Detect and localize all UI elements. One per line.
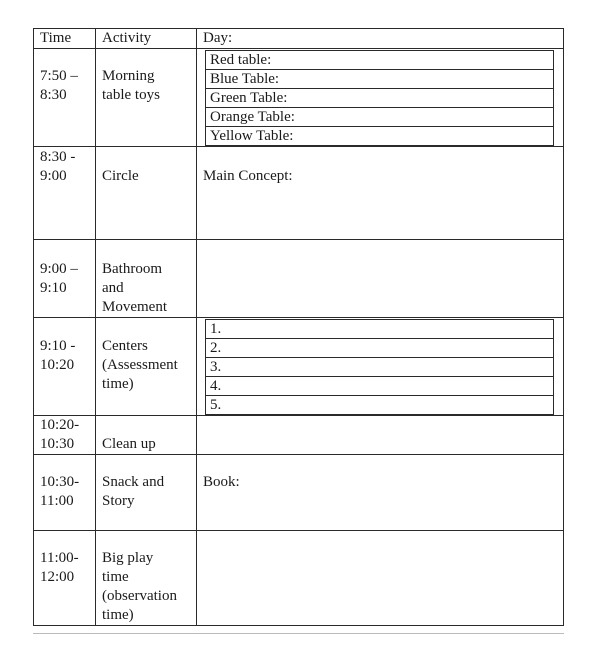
time-cell: 10:30- 11:00 — [34, 455, 96, 531]
time-column-header: Time — [34, 29, 96, 49]
activity-cell: Big play time (observation time) — [96, 531, 197, 626]
list-item[interactable]: 5. — [206, 396, 554, 415]
table-group-red[interactable]: Red table: — [206, 51, 554, 70]
activity-cell: Circle — [96, 147, 197, 240]
day-cell — [197, 49, 564, 147]
day-cell: Book: — [197, 455, 564, 531]
time-cell: 9:00 – 9:10 — [34, 240, 96, 318]
list-item[interactable]: 1. — [206, 320, 554, 339]
time-cell: 7:50 – 8:30 — [34, 49, 96, 147]
table-row — [34, 318, 564, 416]
activity-cell: Centers (Assessment time) — [96, 318, 197, 416]
table-row — [34, 240, 564, 318]
table-group-yellow[interactable]: Yellow Table: — [206, 127, 554, 146]
table-row — [34, 416, 564, 455]
table-group-green[interactable]: Green Table: — [206, 89, 554, 108]
table-group-orange[interactable]: Orange Table: — [206, 108, 554, 127]
footer-divider — [33, 633, 564, 634]
day-cell[interactable] — [197, 416, 564, 455]
table-row — [34, 455, 564, 531]
table-row — [34, 531, 564, 626]
day-cell[interactable] — [197, 240, 564, 318]
day-cell[interactable] — [197, 531, 564, 626]
centers-numbered-list — [205, 319, 554, 415]
activity-cell: Bathroom and Movement — [96, 240, 197, 318]
time-cell: 8:30 - 9:00 — [34, 147, 96, 240]
time-cell: 10:20- 10:30 — [34, 416, 96, 455]
header-row — [34, 29, 564, 49]
table-row — [34, 147, 564, 240]
activity-cell: Clean up — [96, 416, 197, 455]
daily-schedule-table — [33, 28, 564, 626]
list-item[interactable]: 2. — [206, 339, 554, 358]
list-item[interactable]: 4. — [206, 377, 554, 396]
time-cell: 9:10 - 10:20 — [34, 318, 96, 416]
day-cell — [197, 318, 564, 416]
table-group-blue[interactable]: Blue Table: — [206, 70, 554, 89]
day-cell: Main Concept: — [197, 147, 564, 240]
time-cell: 11:00- 12:00 — [34, 531, 96, 626]
activity-column-header: Activity — [96, 29, 197, 49]
table-row — [34, 49, 564, 147]
day-column-header: Day: — [197, 29, 564, 49]
list-item[interactable]: 3. — [206, 358, 554, 377]
activity-cell: Morning table toys — [96, 49, 197, 147]
activity-cell: Snack and Story — [96, 455, 197, 531]
table-groups-list — [205, 50, 554, 146]
